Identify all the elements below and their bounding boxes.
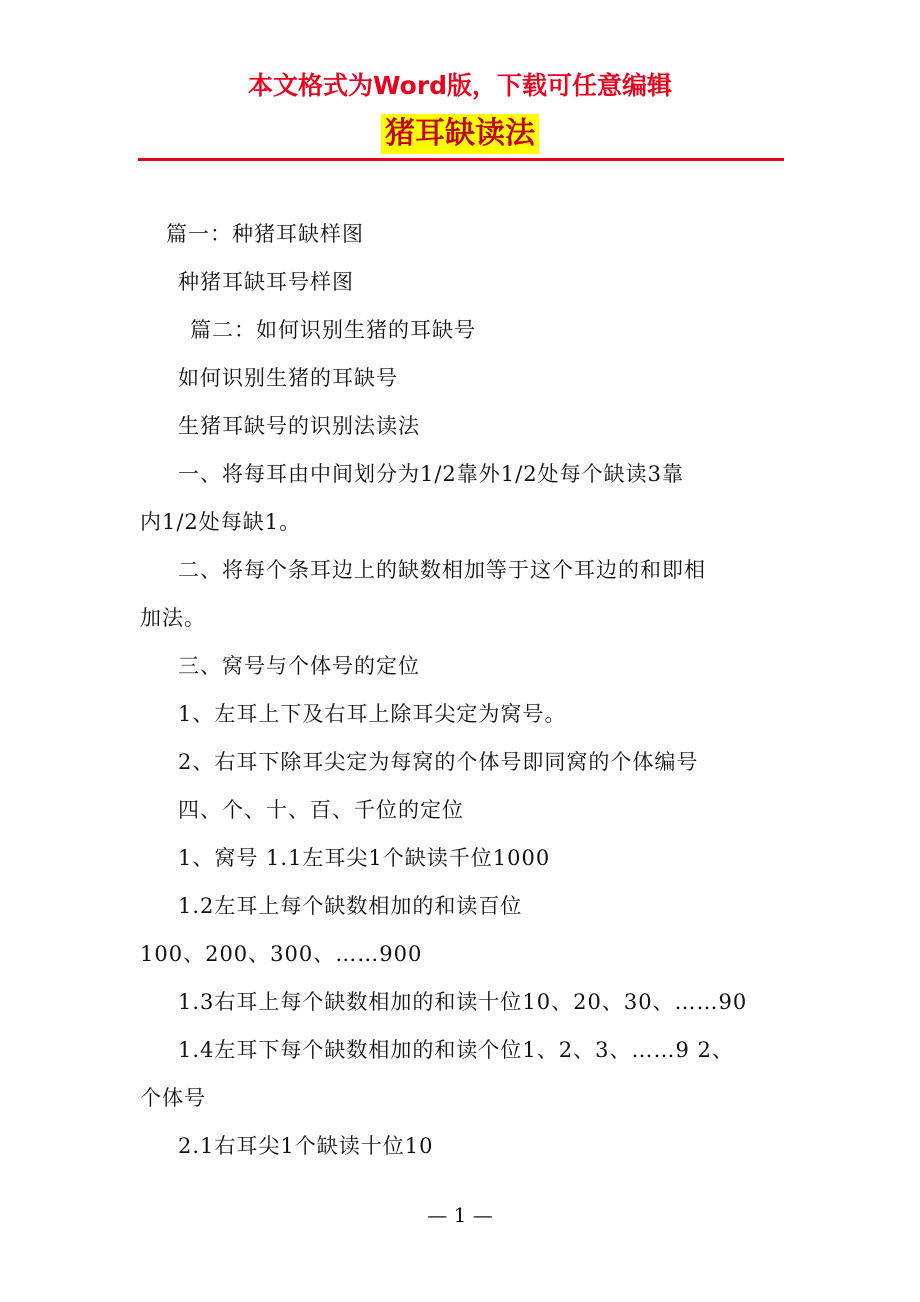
document-title: 猪耳缺读法 [381, 114, 539, 154]
paragraph: 如何识别生猪的耳缺号 [178, 366, 398, 390]
title-container [0, 114, 920, 154]
paragraph: 篇一：种猪耳缺样图 [166, 222, 364, 246]
paragraph: 一、将每耳由中间划分为1/2靠外1/2处每个缺读3靠 [178, 462, 684, 486]
paragraph: 1、窝号 1.1左耳尖1个缺读千位1000 [178, 846, 551, 870]
paragraph: 二、将每个条耳边上的缺数相加等于这个耳边的和即相 [178, 558, 706, 582]
paragraph: 内1/2处每缺1。 [140, 510, 302, 534]
paragraph: 1、左耳上下及右耳上除耳尖定为窝号。 [178, 702, 567, 726]
paragraph: 2.1右耳尖1个缺读十位10 [178, 1134, 434, 1158]
paragraph: 四、个、十、百、千位的定位 [178, 798, 464, 822]
paragraph: 篇二：如何识别生猪的耳缺号 [190, 318, 476, 342]
paragraph: 1.2左耳上每个缺数相加的和读百位 [178, 894, 523, 918]
page-number: — 1 — [427, 1203, 493, 1227]
paragraph: 加法。 [140, 606, 206, 630]
paragraph: 2、右耳下除耳尖定为每窝的个体号即同窝的个体编号 [178, 750, 699, 774]
paragraph: 个体号 [140, 1086, 206, 1110]
paragraph: 1.4左耳下每个缺数相加的和读个位1、2、3、……9 2、 [178, 1038, 734, 1062]
paragraph: 种猪耳缺耳号样图 [178, 270, 354, 294]
paragraph: 三、窝号与个体号的定位 [178, 654, 420, 678]
title-divider [138, 158, 784, 161]
paragraph: 1.3右耳上每个缺数相加的和读十位10、20、30、……90 [178, 990, 748, 1014]
format-notice-banner: 本文格式为Word版，下载可任意编辑 [247, 71, 673, 100]
paragraph: 生猪耳缺号的识别法读法 [178, 414, 420, 438]
paragraph: 100、200、300、……900 [140, 942, 423, 966]
